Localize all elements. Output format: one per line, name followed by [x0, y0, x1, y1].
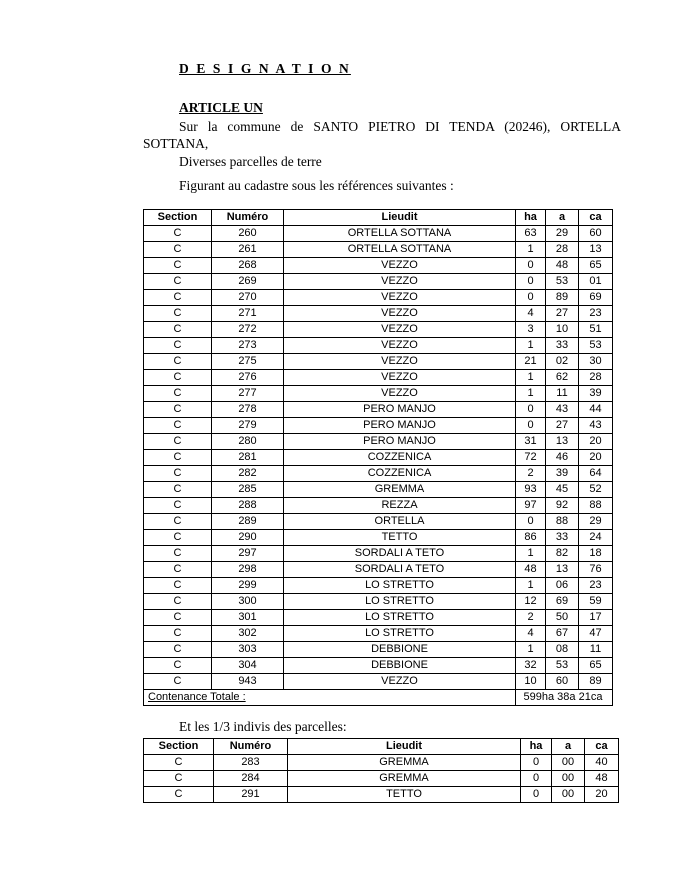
- cell-section: C: [144, 546, 212, 562]
- cell-ha: 72: [516, 450, 546, 466]
- cell-ca: 39: [579, 386, 613, 402]
- cell-ha: 1: [516, 386, 546, 402]
- cell-a: 00: [552, 755, 585, 771]
- cell-ha: 97: [516, 498, 546, 514]
- cell-a: 28: [546, 242, 579, 258]
- cell-a: 82: [546, 546, 579, 562]
- cell-ha: 0: [516, 418, 546, 434]
- cell-a: 60: [546, 674, 579, 690]
- cell-numero: 273: [212, 338, 284, 354]
- table-row: [144, 787, 619, 803]
- cell-lieudit: VEZZO: [284, 274, 516, 290]
- table-row: [144, 755, 619, 771]
- cell-ha: 3: [516, 322, 546, 338]
- cell-ca: 65: [579, 658, 613, 674]
- cell-a: 62: [546, 370, 579, 386]
- table-row: [144, 354, 613, 370]
- cell-ca: 18: [579, 546, 613, 562]
- cell-a: 33: [546, 338, 579, 354]
- cell-numero: 272: [212, 322, 284, 338]
- column-header-section: Section: [144, 739, 214, 755]
- cell-numero: 291: [214, 787, 288, 803]
- cell-ha: 21: [516, 354, 546, 370]
- table-row: [144, 322, 613, 338]
- cell-numero: 290: [212, 530, 284, 546]
- article-heading: ARTICLE UN: [179, 100, 263, 115]
- cell-ha: 10: [516, 674, 546, 690]
- cell-a: 48: [546, 258, 579, 274]
- cell-section: C: [144, 290, 212, 306]
- table-row: [144, 642, 613, 658]
- cell-lieudit: PERO MANJO: [284, 434, 516, 450]
- cell-numero: 299: [212, 578, 284, 594]
- cell-ca: 51: [579, 322, 613, 338]
- cadastre-intro: Figurant au cadastre sous les références suivantes :: [179, 178, 454, 193]
- cell-a: 02: [546, 354, 579, 370]
- cell-section: C: [144, 386, 212, 402]
- column-header-numero: Numéro: [214, 739, 288, 755]
- cell-section: C: [144, 658, 212, 674]
- table-row: [144, 771, 619, 787]
- cell-lieudit: VEZZO: [284, 354, 516, 370]
- column-header-numero: Numéro: [212, 210, 284, 226]
- cell-lieudit: GREMMA: [284, 482, 516, 498]
- cell-ha: 0: [516, 514, 546, 530]
- cell-section: C: [144, 226, 212, 242]
- table-row: [144, 658, 613, 674]
- cell-ca: 88: [579, 498, 613, 514]
- cell-ha: 0: [516, 258, 546, 274]
- indivis-intro: Et les 1/3 indivis des parcelles:: [179, 719, 347, 734]
- cell-lieudit: PERO MANJO: [284, 402, 516, 418]
- table-row: [144, 530, 613, 546]
- cell-ca: 65: [579, 258, 613, 274]
- cell-numero: 261: [212, 242, 284, 258]
- table-row: [144, 274, 613, 290]
- main-table-footer: [144, 690, 613, 706]
- cell-numero: 297: [212, 546, 284, 562]
- cell-ha: 0: [516, 290, 546, 306]
- table-row: [144, 610, 613, 626]
- cell-section: C: [144, 482, 212, 498]
- cell-numero: 277: [212, 386, 284, 402]
- cell-lieudit: REZZA: [284, 498, 516, 514]
- cell-numero: 268: [212, 258, 284, 274]
- cell-ha: 1: [516, 242, 546, 258]
- cell-ca: 64: [579, 466, 613, 482]
- cell-numero: 271: [212, 306, 284, 322]
- column-header-a: a: [552, 739, 585, 755]
- cell-ha: 1: [516, 338, 546, 354]
- table-row: [144, 578, 613, 594]
- cell-section: C: [144, 434, 212, 450]
- cell-numero: 303: [212, 642, 284, 658]
- table-row: [144, 306, 613, 322]
- cell-numero: 279: [212, 418, 284, 434]
- cell-section: C: [144, 258, 212, 274]
- article-heading-wrap: [143, 99, 623, 117]
- total-label: Contenance Totale :: [144, 690, 516, 706]
- cell-section: C: [144, 514, 212, 530]
- cell-lieudit: GREMMA: [288, 755, 521, 771]
- cell-ca: 59: [579, 594, 613, 610]
- cell-section: C: [144, 562, 212, 578]
- cell-ca: 43: [579, 418, 613, 434]
- indivis-cadastre-table: [143, 738, 619, 803]
- cell-a: 92: [546, 498, 579, 514]
- cell-section: C: [144, 402, 212, 418]
- cell-ca: 01: [579, 274, 613, 290]
- column-header-lieudit: Lieudit: [284, 210, 516, 226]
- cell-a: 69: [546, 594, 579, 610]
- cell-a: 50: [546, 610, 579, 626]
- cell-ha: 48: [516, 562, 546, 578]
- total-value: 599ha 38a 21ca: [516, 690, 613, 706]
- cell-numero: 280: [212, 434, 284, 450]
- cell-ca: 17: [579, 610, 613, 626]
- main-table-body: [144, 226, 613, 690]
- cell-ha: 1: [516, 370, 546, 386]
- cell-lieudit: VEZZO: [284, 338, 516, 354]
- table-row: [144, 418, 613, 434]
- table-row: [144, 290, 613, 306]
- cell-lieudit: VEZZO: [284, 386, 516, 402]
- cell-a: 53: [546, 274, 579, 290]
- cell-numero: 288: [212, 498, 284, 514]
- column-header-ca: ca: [585, 739, 619, 755]
- cell-a: 08: [546, 642, 579, 658]
- table-header-row: [144, 210, 613, 226]
- cell-numero: 304: [212, 658, 284, 674]
- cell-section: C: [144, 771, 214, 787]
- cell-a: 29: [546, 226, 579, 242]
- table-row: [144, 226, 613, 242]
- cell-ca: 29: [579, 514, 613, 530]
- column-header-a: a: [546, 210, 579, 226]
- indivis-table-body: [144, 755, 619, 803]
- page-title: D E S I G N A T I O N: [179, 61, 351, 76]
- cell-a: 00: [552, 771, 585, 787]
- cell-lieudit: PERO MANJO: [284, 418, 516, 434]
- parcel-kind-line: Diverses parcelles de terre: [179, 154, 322, 169]
- cell-section: C: [144, 450, 212, 466]
- cell-section: C: [144, 610, 212, 626]
- cell-ca: 76: [579, 562, 613, 578]
- cell-ca: 52: [579, 482, 613, 498]
- cell-ha: 12: [516, 594, 546, 610]
- cell-numero: 283: [214, 755, 288, 771]
- cell-a: 27: [546, 306, 579, 322]
- table-row: [144, 546, 613, 562]
- cell-lieudit: ORTELLA SOTTANA: [284, 226, 516, 242]
- cell-ca: 48: [585, 771, 619, 787]
- cell-ca: 23: [579, 306, 613, 322]
- cell-a: 33: [546, 530, 579, 546]
- cell-numero: 943: [212, 674, 284, 690]
- cell-ca: 23: [579, 578, 613, 594]
- cell-a: 27: [546, 418, 579, 434]
- cell-lieudit: LO STRETTO: [284, 610, 516, 626]
- table-row: [144, 498, 613, 514]
- cell-section: C: [144, 674, 212, 690]
- cell-section: C: [144, 755, 214, 771]
- cell-ca: 40: [585, 755, 619, 771]
- cell-lieudit: DEBBIONE: [284, 658, 516, 674]
- cell-numero: 298: [212, 562, 284, 578]
- cell-section: C: [144, 530, 212, 546]
- main-cadastre-table: [143, 209, 613, 706]
- cell-section: C: [144, 354, 212, 370]
- cell-ca: 11: [579, 642, 613, 658]
- cell-lieudit: ORTELLA SOTTANA: [284, 242, 516, 258]
- cell-section: C: [144, 274, 212, 290]
- cell-section: C: [144, 578, 212, 594]
- cell-numero: 275: [212, 354, 284, 370]
- table-row: [144, 258, 613, 274]
- cell-section: C: [144, 594, 212, 610]
- cell-lieudit: LO STRETTO: [284, 626, 516, 642]
- cell-ca: 53: [579, 338, 613, 354]
- cell-lieudit: VEZZO: [284, 322, 516, 338]
- cell-lieudit: ORTELLA: [284, 514, 516, 530]
- cell-ca: 20: [579, 434, 613, 450]
- cell-a: 45: [546, 482, 579, 498]
- cell-ca: 89: [579, 674, 613, 690]
- cell-section: C: [144, 418, 212, 434]
- cell-numero: 302: [212, 626, 284, 642]
- cell-section: C: [144, 242, 212, 258]
- cell-lieudit: LO STRETTO: [284, 594, 516, 610]
- column-header-ca: ca: [579, 210, 613, 226]
- cell-lieudit: VEZZO: [284, 290, 516, 306]
- table-row: [144, 338, 613, 354]
- cell-ha: 1: [516, 642, 546, 658]
- cell-lieudit: COZZENICA: [284, 450, 516, 466]
- cell-ha: 4: [516, 306, 546, 322]
- cell-numero: 278: [212, 402, 284, 418]
- cell-ha: 2: [516, 466, 546, 482]
- heading-block: [143, 60, 623, 170]
- cell-section: C: [144, 642, 212, 658]
- cell-ha: 93: [516, 482, 546, 498]
- cell-ca: 20: [579, 450, 613, 466]
- table-row: [144, 674, 613, 690]
- cell-lieudit: VEZZO: [284, 258, 516, 274]
- cell-ha: 2: [516, 610, 546, 626]
- cell-numero: 281: [212, 450, 284, 466]
- commune-text: Sur la commune de SANTO PIETRO DI TENDA (20246), ORTELLA SOTTANA,: [143, 119, 621, 151]
- cell-ca: 60: [579, 226, 613, 242]
- table-header-row: [144, 739, 619, 755]
- cell-section: C: [144, 370, 212, 386]
- cell-ha: 31: [516, 434, 546, 450]
- cell-lieudit: TETTO: [288, 787, 521, 803]
- cell-lieudit: VEZZO: [284, 306, 516, 322]
- cell-section: C: [144, 338, 212, 354]
- cell-ha: 0: [516, 274, 546, 290]
- table-row: [144, 626, 613, 642]
- cell-ha: 4: [516, 626, 546, 642]
- cell-ca: 28: [579, 370, 613, 386]
- cell-ha: 63: [516, 226, 546, 242]
- cell-section: C: [144, 626, 212, 642]
- cell-numero: 289: [212, 514, 284, 530]
- cell-ha: 1: [516, 546, 546, 562]
- cell-ca: 24: [579, 530, 613, 546]
- cell-numero: 285: [212, 482, 284, 498]
- table-row: [144, 450, 613, 466]
- column-header-ha: ha: [521, 739, 552, 755]
- cell-a: 89: [546, 290, 579, 306]
- table-row: [144, 402, 613, 418]
- cell-section: C: [144, 306, 212, 322]
- cell-ca: 30: [579, 354, 613, 370]
- cell-a: 13: [546, 434, 579, 450]
- cell-a: 10: [546, 322, 579, 338]
- cell-ha: 0: [521, 771, 552, 787]
- cell-section: C: [144, 322, 212, 338]
- designation-title-wrap: [143, 60, 623, 99]
- column-header-lieudit: Lieudit: [288, 739, 521, 755]
- cell-lieudit: GREMMA: [288, 771, 521, 787]
- cell-ha: 86: [516, 530, 546, 546]
- cell-section: C: [144, 787, 214, 803]
- cell-a: 43: [546, 402, 579, 418]
- table-row: [144, 434, 613, 450]
- cell-ca: 47: [579, 626, 613, 642]
- total-row: [144, 690, 613, 706]
- cell-numero: 282: [212, 466, 284, 482]
- cell-ha: 0: [521, 755, 552, 771]
- cell-lieudit: TETTO: [284, 530, 516, 546]
- cell-numero: 284: [214, 771, 288, 787]
- cell-numero: 300: [212, 594, 284, 610]
- cell-ca: 44: [579, 402, 613, 418]
- cell-lieudit: VEZZO: [284, 674, 516, 690]
- cell-a: 11: [546, 386, 579, 402]
- cell-ha: 32: [516, 658, 546, 674]
- cell-section: C: [144, 466, 212, 482]
- table-row: [144, 466, 613, 482]
- commune-paragraph: [143, 118, 621, 152]
- table-row: [144, 562, 613, 578]
- cell-section: C: [144, 498, 212, 514]
- cell-lieudit: VEZZO: [284, 370, 516, 386]
- cell-numero: 276: [212, 370, 284, 386]
- column-header-section: Section: [144, 210, 212, 226]
- cell-lieudit: SORDALI A TETO: [284, 562, 516, 578]
- cell-lieudit: DEBBIONE: [284, 642, 516, 658]
- table-row: [144, 386, 613, 402]
- table-row: [144, 482, 613, 498]
- cell-ca: 13: [579, 242, 613, 258]
- cell-lieudit: LO STRETTO: [284, 578, 516, 594]
- cell-a: 06: [546, 578, 579, 594]
- cell-ha: 1: [516, 578, 546, 594]
- table-row: [144, 370, 613, 386]
- cell-numero: 270: [212, 290, 284, 306]
- cell-a: 88: [546, 514, 579, 530]
- cell-lieudit: SORDALI A TETO: [284, 546, 516, 562]
- table-row: [144, 594, 613, 610]
- cell-a: 39: [546, 466, 579, 482]
- table-row: [144, 242, 613, 258]
- cell-numero: 260: [212, 226, 284, 242]
- table-row: [144, 514, 613, 530]
- cell-ha: 0: [516, 402, 546, 418]
- cell-a: 67: [546, 626, 579, 642]
- cell-numero: 269: [212, 274, 284, 290]
- cell-a: 13: [546, 562, 579, 578]
- cell-a: 00: [552, 787, 585, 803]
- cell-a: 53: [546, 658, 579, 674]
- cell-a: 46: [546, 450, 579, 466]
- cell-ca: 69: [579, 290, 613, 306]
- cell-numero: 301: [212, 610, 284, 626]
- cell-lieudit: COZZENICA: [284, 466, 516, 482]
- column-header-ha: ha: [516, 210, 546, 226]
- cell-ca: 20: [585, 787, 619, 803]
- cell-ha: 0: [521, 787, 552, 803]
